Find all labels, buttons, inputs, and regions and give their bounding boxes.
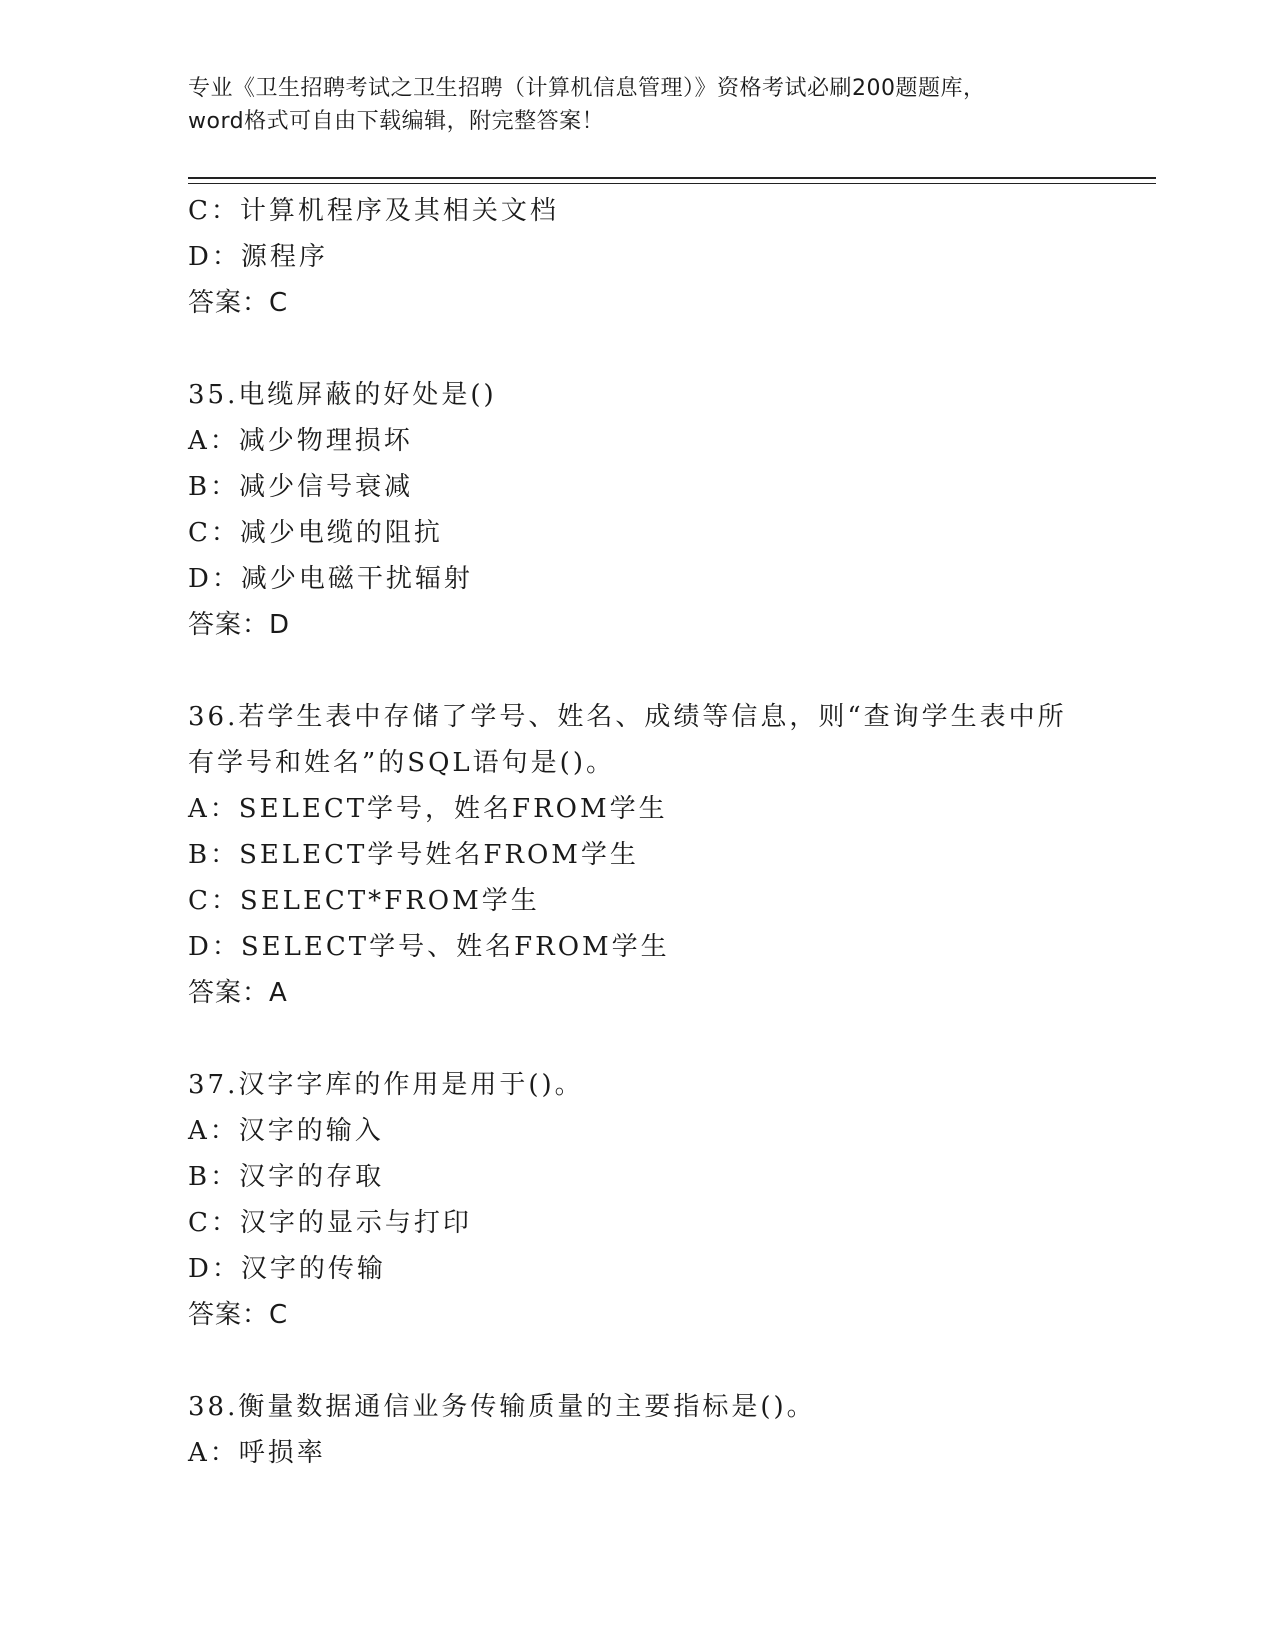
option-d: D：SELECT学号、姓名FROM学生 bbox=[188, 932, 670, 962]
option-b: B：减少信号衰减 bbox=[188, 472, 414, 502]
option-d: D：汉字的传输 bbox=[188, 1254, 386, 1284]
question-38 bbox=[188, 1384, 1088, 1476]
question-stem: 38.衡量数据通信业务传输质量的主要指标是()。 bbox=[188, 1392, 816, 1422]
question-34 bbox=[188, 188, 1088, 326]
question-35 bbox=[188, 372, 1088, 648]
option-a: A：汉字的输入 bbox=[188, 1116, 384, 1146]
option-c: C：减少电缆的阻抗 bbox=[188, 518, 443, 548]
question-stem: 35.电缆屏蔽的好处是() bbox=[188, 380, 497, 410]
option-a: A：减少物理损坏 bbox=[188, 426, 413, 456]
option-d: D：源程序 bbox=[188, 242, 328, 272]
answer: 答案：D bbox=[188, 610, 291, 640]
question-37 bbox=[188, 1062, 1088, 1338]
question-stem-line-1: 36.若学生表中存储了学号、姓名、成绩等信息，则“查询学生表中所 bbox=[188, 702, 1067, 732]
header-line-2: word格式可自由下载编辑，附完整答案！ bbox=[188, 109, 605, 134]
option-c: C：计算机程序及其相关文档 bbox=[188, 196, 559, 226]
question-list bbox=[188, 188, 1088, 1476]
header-line-1: 专业《卫生招聘考试之卫生招聘（计算机信息管理）》资格考试必刷200题题库， bbox=[188, 76, 986, 101]
option-a: A：呼损率 bbox=[188, 1438, 326, 1468]
option-c: C：SELECT*FROM学生 bbox=[188, 886, 540, 916]
header-divider-thick bbox=[188, 177, 1156, 179]
question-36 bbox=[188, 694, 1088, 1016]
answer: 答案：C bbox=[188, 1300, 289, 1330]
answer: 答案：A bbox=[188, 978, 288, 1008]
document-header bbox=[188, 72, 1088, 138]
spacer bbox=[188, 1016, 1088, 1062]
option-c: C：汉字的显示与打印 bbox=[188, 1208, 472, 1238]
header-divider-thin bbox=[188, 183, 1156, 184]
question-stem-line-2: 有学号和姓名”的SQL语句是()。 bbox=[188, 748, 615, 778]
spacer bbox=[188, 326, 1088, 372]
option-b: B：汉字的存取 bbox=[188, 1162, 385, 1192]
answer: 答案：C bbox=[188, 288, 289, 318]
spacer bbox=[188, 648, 1088, 694]
question-stem: 37.汉字字库的作用是用于()。 bbox=[188, 1070, 584, 1100]
option-b: B：SELECT学号姓名FROM学生 bbox=[188, 840, 639, 870]
option-a: A：SELECT学号，姓名FROM学生 bbox=[188, 794, 668, 824]
option-d: D：减少电磁干扰辐射 bbox=[188, 564, 473, 594]
spacer bbox=[188, 1338, 1088, 1384]
